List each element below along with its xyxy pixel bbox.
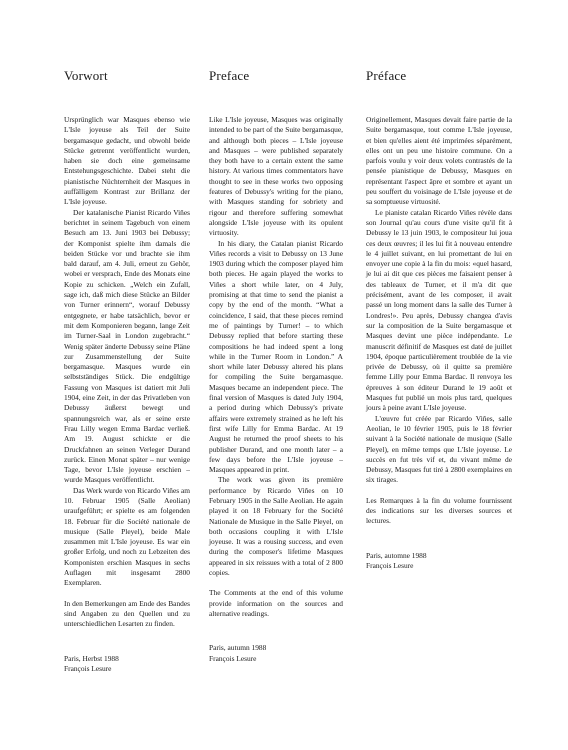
paragraph: Le pianiste catalan Ricardo Viñes révèle dans son Journal qu'au cours d'une visite qu'il fit à Debussy le 13 juin 1903, le compositeur lui joua ces deux œuvres; il les lui fit à nouveau entendre le 4 juillet suivant, en lui promettant de lui en envoyer une copie à la fin du mois: «quel hasard, je lui ai dit que ces pièces me faisaient penser à des tableaux de Turner, et il m'a dit que précisément, avant de les composer, il avait passé un long moment dans la salle des Turner à Londres!». Peu après, Debussy changea d'avis sur la composition de la Suite bergamasque et Masques devint une pièce indépendante. Le manuscrit définitif de Masques est daté de juillet 1904, époque particulièrement troublée de la vie privée de Debussy, où il quitte sa première femme Lilly pour Emma Bardac. Il renvoya les épreuves à son éditeur Durand le 19 août et Masques fut publié un mois plus tard, quelques jours à peine avant L'Isle joyeuse.	[366, 207, 512, 413]
signature-name: François Lesure	[64, 663, 112, 673]
paragraph: In his diary, the Catalan pianist Ricardo Viñes records a visit to Debussy on 13 June 1903 during which the composer played him both pieces. He again played the works to Viñes a short while later, on 4 July, promising at that time to send the pianist a copy by the end of the month. “What a coincidence, I said, that these pieces remind me of paintings by Turner! – to which Debussy replied that before starting these compositions he had indeed spent a long while in the Turner Room in London.” A short while later Debussy altered his plans for compiling the Suite bergamasque. Masques became an independent piece. The final version of Masques is dated July 1904, a period during which Debussy's private affairs were extremely strained as he left his first wife Lilly for Emma Bardac. At 19 August he returned the proof sheets to his publisher Durand, and one month later – a few days before the L'Isle joyeuse – Masques appeared in print.	[209, 238, 343, 475]
signature-name: François Lesure	[366, 560, 414, 570]
signature-place-date: Paris, autumn 1988	[209, 643, 267, 653]
heading-vorwort: Vorwort	[64, 68, 108, 83]
column-english	[209, 68, 343, 664]
paragraph: The work was given its première performance by Ricardo Viñes on 10 February 1905 in the Salle Aeolian. He again played it on 18 February for the Société Nationale de Musique in the Salle Pleyel, on both occasions coupling it with L'Isle joyeuse. It was a rousing success, and even during the composer's lifetime Masques appeared in six reissues with a total of 2 800 copies.	[209, 475, 343, 578]
heading-preface-fr: Préface	[366, 68, 407, 83]
signature	[366, 551, 512, 572]
signature	[209, 643, 343, 664]
paragraph: Ursprünglich war Masques ebenso wie L'Isle joyeuse als Teil der Suite bergamasque gedacht, und obwohl beide Stücke getrennt veröffentlicht wurden, haben sie doch eine gemeinsame Entstehungsgeschichte. Dabei steht die pianistische Nüchternheit der Masques in auffälligem Kontrast zur Brillanz der L'Isle joyeuse.	[64, 115, 190, 207]
paragraph: In den Bemerkungen am Ende des Bandes sind Angaben zu den Quellen und zu unterschiedlichen Lesarten zu finden.	[64, 598, 190, 629]
paragraph: The Comments at the end of this volume provide information on the sources and alternative readings.	[209, 588, 343, 618]
heading-preface: Preface	[209, 68, 250, 83]
paragraph: Das Werk wurde von Ricardo Viñes am 10. Februar 1905 (Salle Aeolian) uraufgeführt; er spielte es am folgenden 18. Februar für die Société nationale de musique (Salle Pleyel), beide Male zusammen mit L'Isle joyeuse. Es war ein großer Erfolg, und noch zu Lebzeiten des Komponisten erschien Masques in sechs Auflagen mit insgesamt 2800 Exemplaren.	[64, 485, 190, 588]
signature-name: François Lesure	[209, 653, 257, 663]
paragraph: Originellement, Masques devait faire partie de la Suite bergamasque, tout comme L'Isle joyeuse, et bien qu'elles aient été imprimées séparément, elles ont un peu une histoire commune. On a parfois voulu y voir deux volets contrastés de la pensée pianistique de Debussy, Masques en représentant l'aspect âpre et sombre et ayant un peu souffert du voisinage de L'Isle joyeuse et de sa somptueuse virtuosité.	[366, 115, 512, 207]
column-french	[366, 68, 512, 571]
paragraph: L'œuvre fut créée par Ricardo Viñes, salle Aeolian, le 10 février 1905, puis le 18 février suivant à la Société nationale de musique (Salle Pleyel), en même temps que L'Isle joyeuse. Le succès en fut très vif et, du vivant même de Debussy, Masques fut tiré à 2800 exemplaires en six tirages.	[366, 413, 512, 485]
paragraph: Les Remarques à la fin du volume fournissent des indications sur les diverses sources et lectures.	[366, 495, 512, 526]
paragraph: Der katalanische Pianist Ricardo Viñes berichtet in seinem Tagebuch von einem Besuch am 13. Juni 1903 bei Debussy; der Komponist spielte ihm damals die beiden Stücke vor und brachte sie ihm bald darauf, am 4. Juli, erneut zu Gehör, wobei er versprach, Ende des Monats eine Kopie zu schicken. „Welch ein Zufall, sage ich, daß mich diese Stücke an Bilder von Turner erinnern“, worauf Debussy entgegnete, er habe tatsächlich, bevor er mit dem Komponieren begann, lange Zeit im Turner-Saal in London zugebracht.“ Wenig später änderte Debussy seine Pläne zur Zusammenstellung der Suite bergamasque. Masques wurde ein selbstständiges Stück. Die endgültige Fassung von Masques ist datiert mit Juli 1904, eine Zeit, in der das Privatleben von Debussy äußerst bewegt und spannungsreich war, als er seine erste Frau Lilly wegen Emma Bardac verließ. Am 19. August schickte er die Druckfahnen an seinen Verleger Durand zurück. Einen Monat später – nur wenige Tage, bevor L'Isle joyeuse erschien – wurde Masques veröffentlicht.	[64, 207, 190, 485]
signature-place-date: Paris, automne 1988	[366, 550, 427, 560]
paragraph: Like L'Isle joyeuse, Masques was originally intended to be part of the Suite bergamasque, and although both pieces – L'Isle joyeuse and Masques – were published separately they both have to a certain extent the same history. At various times commentators have thought to see in these works two opposing features of Debussy's writing for the piano, with Masques standing for sobriety and rigour and therefore suffering somewhat alongside L'Isle joyeuse with its opulent virtuosity.	[209, 115, 343, 238]
signature	[64, 654, 190, 675]
column-german	[64, 68, 190, 674]
signature-place-date: Paris, Herbst 1988	[64, 653, 119, 663]
